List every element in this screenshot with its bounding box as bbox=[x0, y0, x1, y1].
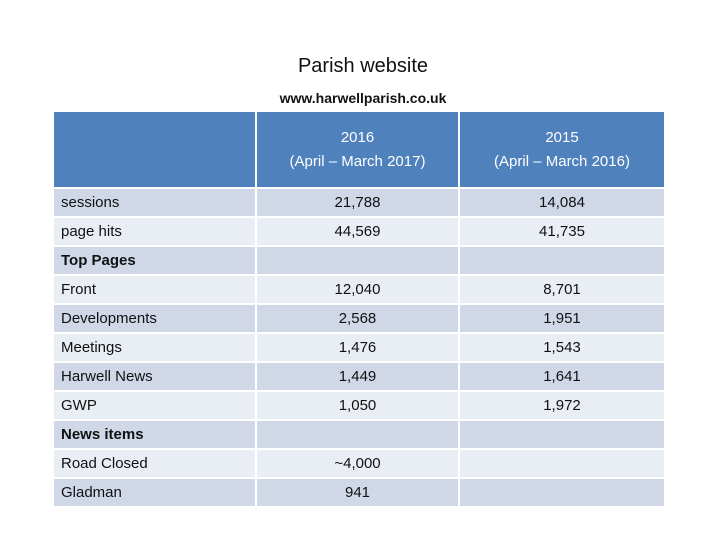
row-label: Developments bbox=[54, 305, 257, 334]
value-2016: ~4,000 bbox=[257, 450, 460, 479]
table-row bbox=[54, 479, 666, 508]
value-2016 bbox=[257, 421, 460, 450]
value-2016 bbox=[257, 247, 460, 276]
value-2015: 1,951 bbox=[460, 305, 666, 334]
table-row bbox=[54, 334, 666, 363]
value-2015: 41,735 bbox=[460, 218, 666, 247]
value-2016: 1,050 bbox=[257, 392, 460, 421]
section-row-news-items bbox=[54, 421, 666, 450]
page-title: Parish website bbox=[297, 55, 429, 77]
row-label: Harwell News bbox=[54, 363, 257, 392]
value-2016: 1,476 bbox=[257, 334, 460, 363]
header-2015-period: (April – March 2016) bbox=[494, 152, 630, 170]
value-2016: 44,569 bbox=[257, 218, 460, 247]
section-label: News items bbox=[54, 421, 257, 450]
section-label: Top Pages bbox=[54, 247, 257, 276]
table-header-row bbox=[54, 112, 666, 189]
value-2015 bbox=[460, 247, 666, 276]
row-label: GWP bbox=[54, 392, 257, 421]
value-2015 bbox=[460, 421, 666, 450]
value-2015: 1,543 bbox=[460, 334, 666, 363]
page-subtitle: www.harwellparish.co.uk bbox=[279, 90, 447, 106]
header-cell-2015 bbox=[460, 112, 666, 189]
value-2015 bbox=[460, 479, 666, 508]
value-2016: 12,040 bbox=[257, 276, 460, 305]
table-row bbox=[54, 276, 666, 305]
header-cell-empty bbox=[54, 112, 257, 189]
value-2015 bbox=[460, 450, 666, 479]
table-row bbox=[54, 450, 666, 479]
website-stats-table bbox=[54, 112, 666, 508]
header-2016-year: 2016 bbox=[340, 128, 375, 146]
value-2015: 14,084 bbox=[460, 189, 666, 218]
row-label: sessions bbox=[54, 189, 257, 218]
table-row bbox=[54, 392, 666, 421]
table-row bbox=[54, 363, 666, 392]
row-label: Meetings bbox=[54, 334, 257, 363]
value-2015: 8,701 bbox=[460, 276, 666, 305]
section-row-top-pages bbox=[54, 247, 666, 276]
table-row bbox=[54, 218, 666, 247]
row-label: Front bbox=[54, 276, 257, 305]
row-label: Gladman bbox=[54, 479, 257, 508]
table-row bbox=[54, 305, 666, 334]
header-cell-2016 bbox=[257, 112, 460, 189]
value-2016: 21,788 bbox=[257, 189, 460, 218]
header-2016-period: (April – March 2017) bbox=[289, 152, 426, 170]
header-2015-year: 2015 bbox=[545, 128, 579, 146]
value-2015: 1,972 bbox=[460, 392, 666, 421]
row-label: Road Closed bbox=[54, 450, 257, 479]
row-label: page hits bbox=[54, 218, 257, 247]
value-2015: 1,641 bbox=[460, 363, 666, 392]
value-2016: 2,568 bbox=[257, 305, 460, 334]
value-2016: 941 bbox=[257, 479, 460, 508]
value-2016: 1,449 bbox=[257, 363, 460, 392]
table-row bbox=[54, 189, 666, 218]
